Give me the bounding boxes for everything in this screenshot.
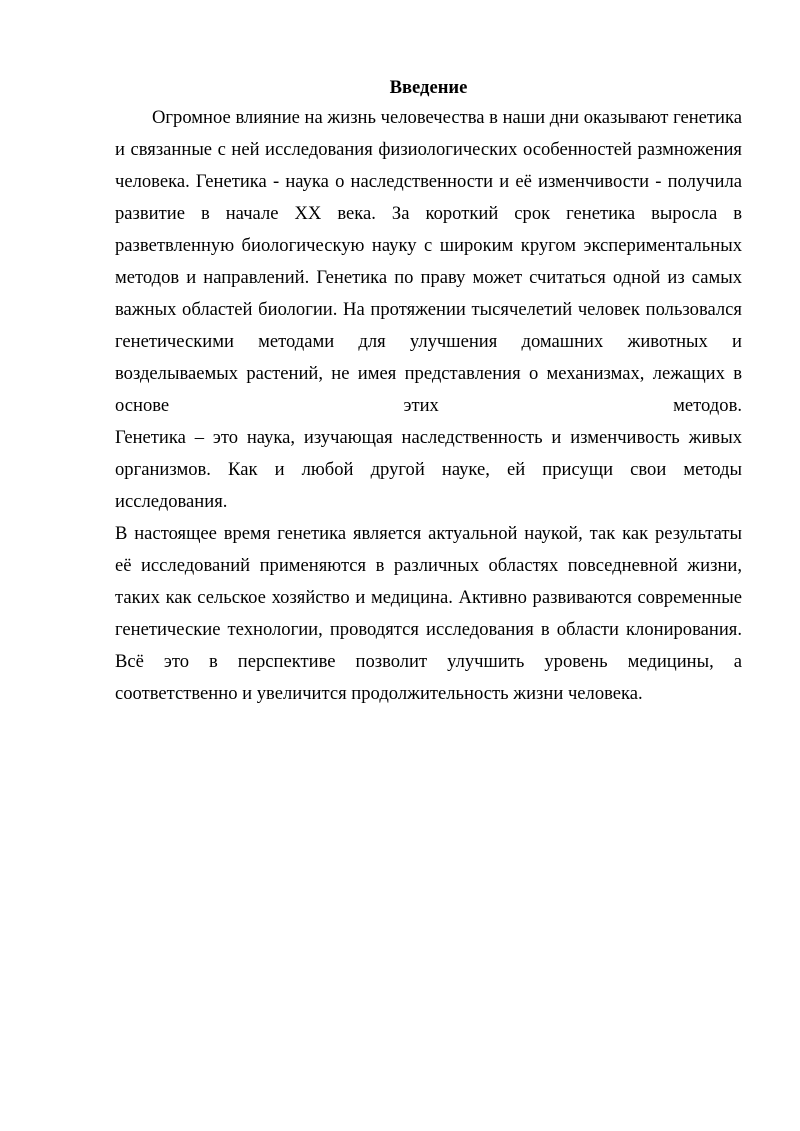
text-line: генетическими методами для улучшения домашних животных и <box>115 331 742 352</box>
text-line: таких как сельское хозяйство и медицина. Активно развиваются современные <box>115 587 742 608</box>
text-line: организмов. Как и любой другой науке, ей присущи свои методы <box>115 459 742 480</box>
text-line: В настоящее время генетика является актуальной наукой, так как результаты <box>115 523 742 544</box>
paragraph-relevance <box>115 518 742 710</box>
text-line: человека. Генетика - наука о наследственности и её изменчивости - получила <box>115 171 742 192</box>
text-line: Огромное влияние на жизнь человечества в наши дни оказывают генетика <box>152 107 742 128</box>
text-line: основе этих методов. <box>115 395 742 416</box>
text-line: и связанные с ней исследования физиологических особенностей размножения <box>115 139 742 160</box>
text-line: разветвленную биологическую науку с широким кругом экспериментальных <box>115 235 742 256</box>
text-line: соответственно и увеличится продолжительность жизни человека. <box>115 683 643 704</box>
document-title: Введение <box>389 77 468 98</box>
paragraph-intro <box>115 102 742 422</box>
text-line: развитие в начале XX века. За короткий срок генетика выросла в <box>115 203 742 224</box>
text-line: методов и направлений. Генетика по праву может считаться одной из самых <box>115 267 742 288</box>
document-body <box>115 74 742 710</box>
paragraph-definition <box>115 422 742 518</box>
text-line: генетические технологии, проводятся исследования в области клонирования. <box>115 619 742 640</box>
text-line: её исследований применяются в различных областях повседневной жизни, <box>115 555 742 576</box>
text-line: Генетика – это наука, изучающая наследственность и изменчивость живых <box>115 427 742 448</box>
text-line: исследования. <box>115 491 228 512</box>
text-line: возделываемых растений, не имея представления о механизмах, лежащих в <box>115 363 742 384</box>
text-line: важных областей биологии. На протяжении тысячелетий человек пользовался <box>115 299 742 320</box>
text-line: Всё это в перспективе позволит улучшить уровень медицины, а <box>115 651 742 672</box>
